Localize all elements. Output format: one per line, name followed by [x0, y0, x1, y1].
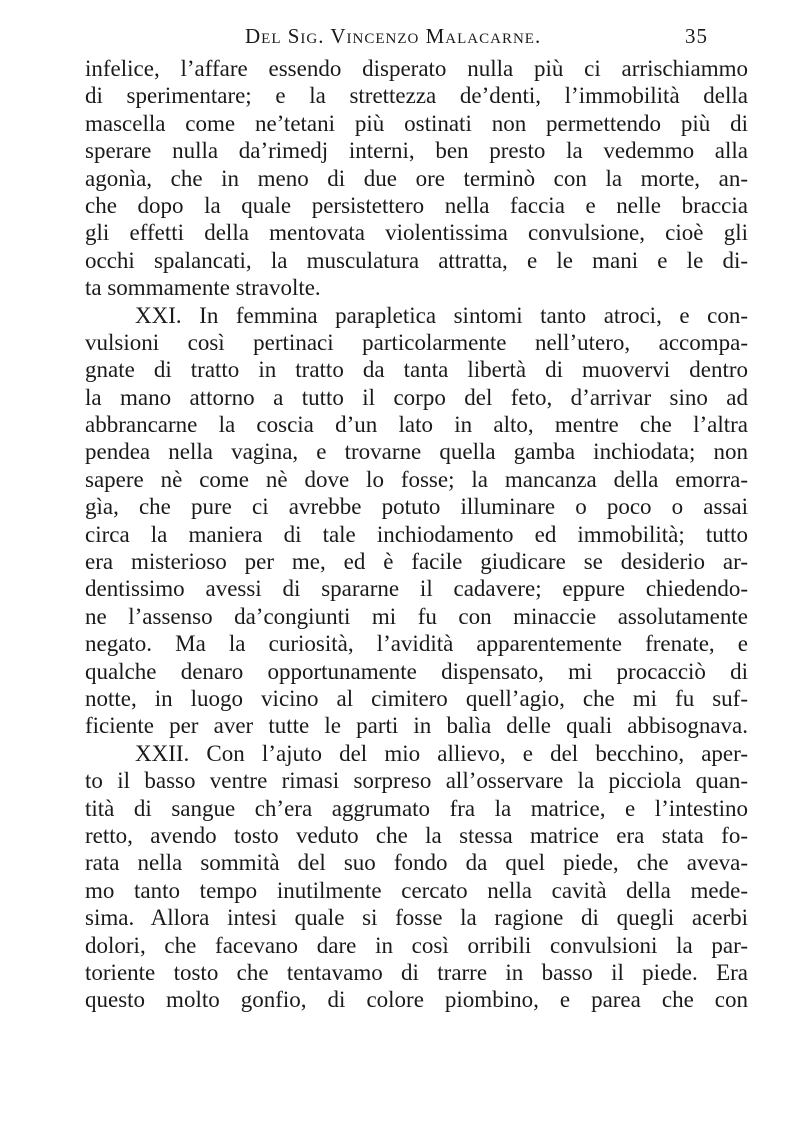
text-line: ficiente per aver tutte le parti in balìa delle quali abbisognava.: [85, 713, 748, 739]
text-line: abbrancarne la coscia d’un lato in alto, mentre che l’altra: [85, 412, 748, 438]
text-line: pendea nella vagina, e trovarne quella gamba inchiodata; non: [85, 439, 748, 465]
text-line: che dopo la quale persistettero nella faccia e nelle braccia: [85, 192, 748, 218]
text-line: gli effetti della mentovata violentissima convulsione, cioè gli: [85, 220, 748, 246]
text-line: ta sommamente stravolte.: [85, 275, 321, 301]
text-line: sperare nulla da’rimedj interni, ben presto la vedemmo alla: [85, 138, 748, 164]
text-line: rata nella sommità del suo fondo da quel piede, che aveva-: [85, 850, 748, 876]
text-line: to il basso ventre rimasi sorpreso all’osservare la picciola quan-: [85, 768, 748, 794]
text-line: notte, in luogo vicino al cimitero quell’agio, che mi fu suf-: [85, 685, 748, 711]
text-line: gnate di tratto in tratto da tanta libertà di muovervi dentro: [85, 357, 748, 383]
text-line: dentissimo avessi di spararne il cadavere; eppure chiedendo-: [85, 576, 748, 602]
text-line: agonìa, che in meno di due ore terminò con la morte, an-: [85, 165, 748, 191]
text-line: sapere nè come nè dove lo fosse; la mancanza della emorra-: [85, 466, 748, 492]
body-text: [85, 55, 748, 1014]
paragraph-xxii-start: XXII. Con l’ajuto del mio allievo, e del becchino, aper-: [135, 740, 748, 766]
text-line: circa la maniera di tale inchiodamento ed immobilità; tutto: [85, 521, 748, 547]
paragraph-xxi-start: XXI. In femmina parapletica sintomi tanto atroci, e con-: [135, 302, 748, 328]
text-line: negato. Ma la curiosità, l’avidità apparentemente frenate, e: [85, 631, 748, 657]
running-head: Del Sig. Vincenzo Malacarne.: [245, 24, 542, 48]
text-line: toriente tosto che tentavamo di trarre in basso il piede. Era: [85, 959, 748, 985]
text-line: qualche denaro opportunamente dispensato, mi procacciò di: [85, 658, 748, 684]
text-line: questo molto gonfio, di colore piombino, e parea che con: [85, 987, 748, 1013]
text-line: ne l’assenso da’congiunti mi fu con minaccie assolutamente: [85, 603, 748, 629]
text-line: gìa, che pure ci avrebbe potuto illuminare o poco o assai: [85, 494, 748, 520]
text-line: mo tanto tempo inutilmente cercato nella cavità della mede-: [85, 877, 748, 903]
text-line: di sperimentare; e la strettezza de’denti, l’immobilità della: [85, 83, 748, 109]
page-number: 35: [685, 24, 708, 48]
text-line: sima. Allora intesi quale si fosse la ragione di quegli acerbi: [85, 905, 748, 931]
text-line: vulsioni così pertinaci particolarmente nell’utero, accompa-: [85, 329, 748, 355]
text-line: tità di sangue ch’era aggrumato fra la matrice, e l’intestino: [85, 795, 748, 821]
page-header: [85, 18, 708, 54]
text-line: occhi spalancati, la musculatura attratta, e le mani e le di-: [85, 247, 748, 273]
text-line: infelice, l’affare essendo disperato nulla più ci arrischiammo: [85, 56, 748, 81]
text-line: retto, avendo tosto veduto che la stessa matrice era stata fo-: [85, 822, 748, 848]
text-line: la mano attorno a tutto il corpo del feto, d’arrivar sino ad: [85, 384, 748, 410]
text-line: dolori, che facevano dare in così orribili convulsioni la par-: [85, 932, 748, 958]
text-line: era misterioso per me, ed è facile giudicare se desiderio ar-: [85, 549, 748, 575]
text-line: mascella come ne’tetani più ostinati non permettendo più di: [85, 110, 748, 136]
